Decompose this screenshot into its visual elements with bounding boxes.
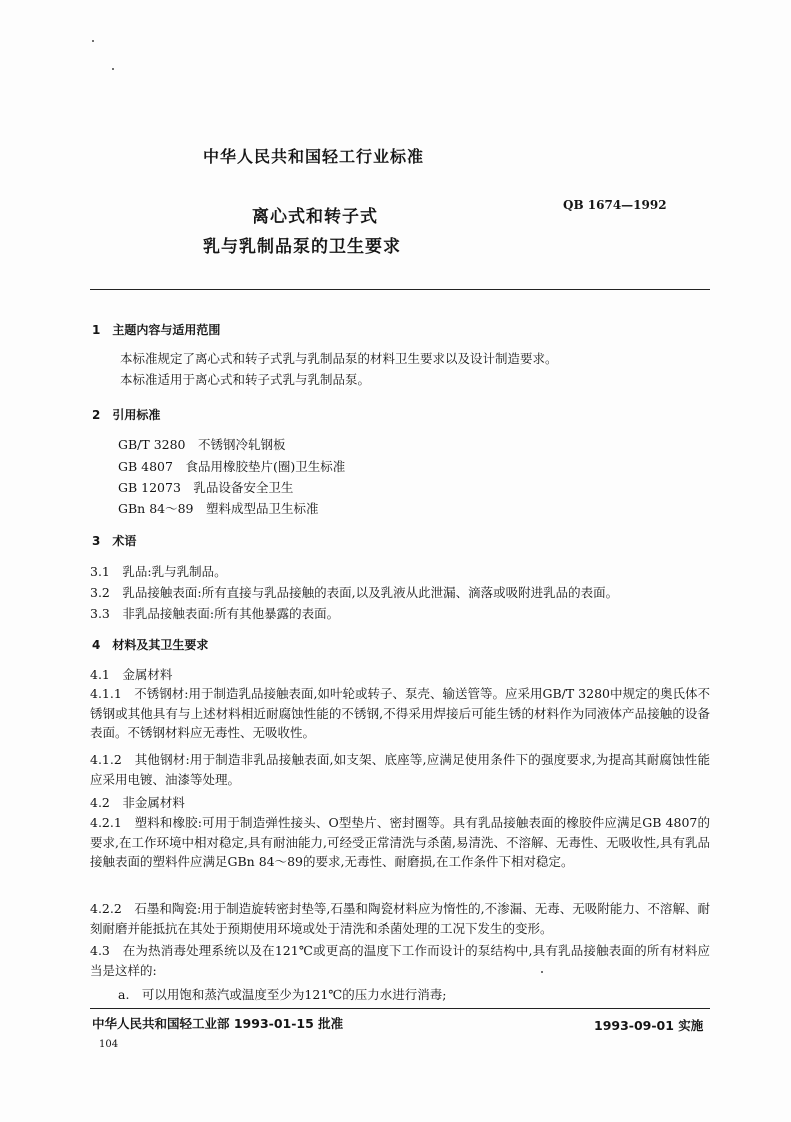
clause-4-3: 4.3 在为热消毒处理系统以及在121℃或更高的温度下工作而设计的泵结构中,具有乳品接触表面的所有材料应当是这样的:	[90, 943, 710, 978]
reference-item: GB 4807 食品用橡胶垫片(圈)卫生标准	[118, 459, 346, 474]
header-rule	[90, 289, 710, 290]
clause-4-1-1: 4.1.1 不锈钢材:用于制造乳品接触表面,如叶轮或转子、泵壳、输送管等。应采用GB/T 3280中规定的奥氏体不锈钢或其他具有与上述材料相近耐腐蚀性能的不锈钢,不得采用焊接后可能生锈的材料作为同液体产品接触的设备表面。不锈钢材料应无毒性、无吸收性。	[90, 686, 710, 741]
scan-speck	[112, 68, 114, 70]
title-line-1: 离心式和转子式	[252, 207, 378, 227]
title-line-2: 乳与乳制品泵的卫生要求	[203, 237, 401, 257]
footer-rule	[90, 1008, 710, 1009]
term-item: 3.1 乳品:乳与乳制品。	[90, 564, 227, 579]
scan-speck	[92, 40, 94, 42]
approval-line: 中华人民共和国轻工业部 1993-01-15 批准	[92, 1016, 344, 1031]
section-1-para-1: 本标准规定了离心式和转子式乳与乳制品泵的材料卫生要求以及设计制造要求。	[120, 351, 558, 366]
section-1-para-2: 本标准适用于离心式和转子式乳与乳制品泵。	[120, 372, 371, 387]
term-item: 3.3 非乳品接触表面:所有其他暴露的表面。	[90, 606, 340, 621]
term-item: 3.2 乳品接触表面:所有直接与乳品接触的表面,以及乳液从此泄漏、滴落或吸附进乳品的表面。	[90, 585, 619, 600]
section-3-heading: 3 术语	[92, 534, 137, 548]
clause-4-1-2: 4.1.2 其他钢材:用于制造非乳品接触表面,如支架、底座等,应满足使用条件下的强度要求,为提高其耐腐蚀性能应采用电镀、油漆等处理。	[90, 752, 710, 787]
standard-org: 中华人民共和国轻工行业标准	[203, 147, 425, 166]
reference-item: GB 12073 乳品设备安全卫生	[118, 480, 294, 495]
standard-code: QB 1674—1992	[563, 198, 667, 212]
section-1-heading: 1 主题内容与适用范围	[92, 323, 221, 337]
clause-4-2-1: 4.2.1 塑料和橡胶:可用于制造弹性接头、O型垫片、密封圈等。具有乳品接触表面的橡胶件应满足GB 4807的要求,在工作环境中相对稳定,具有耐油能力,可经受正常清洗与杀菌,易清洗、不溶解、无毒性、无吸收性,具有乳品接触表面的塑料件应满足GBn 84～89的要求,无毒性、耐磨损,在工作条件下相对稳定。	[90, 815, 710, 870]
page-number: 104	[99, 1039, 119, 1050]
clause-4-2-2: 4.2.2 石墨和陶瓷:用于制造旋转密封垫等,石墨和陶瓷材料应为惰性的,不渗漏、无毒、无吸附能力、不溶解、耐刻耐磨并能抵抗在其处于预期使用环境或处于清洗和杀菌处理的工况下发生的变形。	[90, 901, 710, 936]
subsection-4-1-heading: 4.1 金属材料	[90, 667, 173, 682]
subsection-4-2-heading: 4.2 非金属材料	[90, 795, 185, 810]
reference-item: GBn 84～89 塑料成型品卫生标准	[118, 501, 319, 516]
implementation-date: 1993-09-01 实施	[594, 1018, 704, 1033]
section-4-heading: 4 材料及其卫生要求	[92, 638, 209, 652]
list-item-a: a. 可以用饱和蒸汽或温度至少为121℃的压力水进行消毒;	[118, 987, 447, 1002]
section-2-heading: 2 引用标准	[92, 408, 161, 422]
reference-item: GB/T 3280 不锈钢冷轧钢板	[118, 437, 286, 452]
